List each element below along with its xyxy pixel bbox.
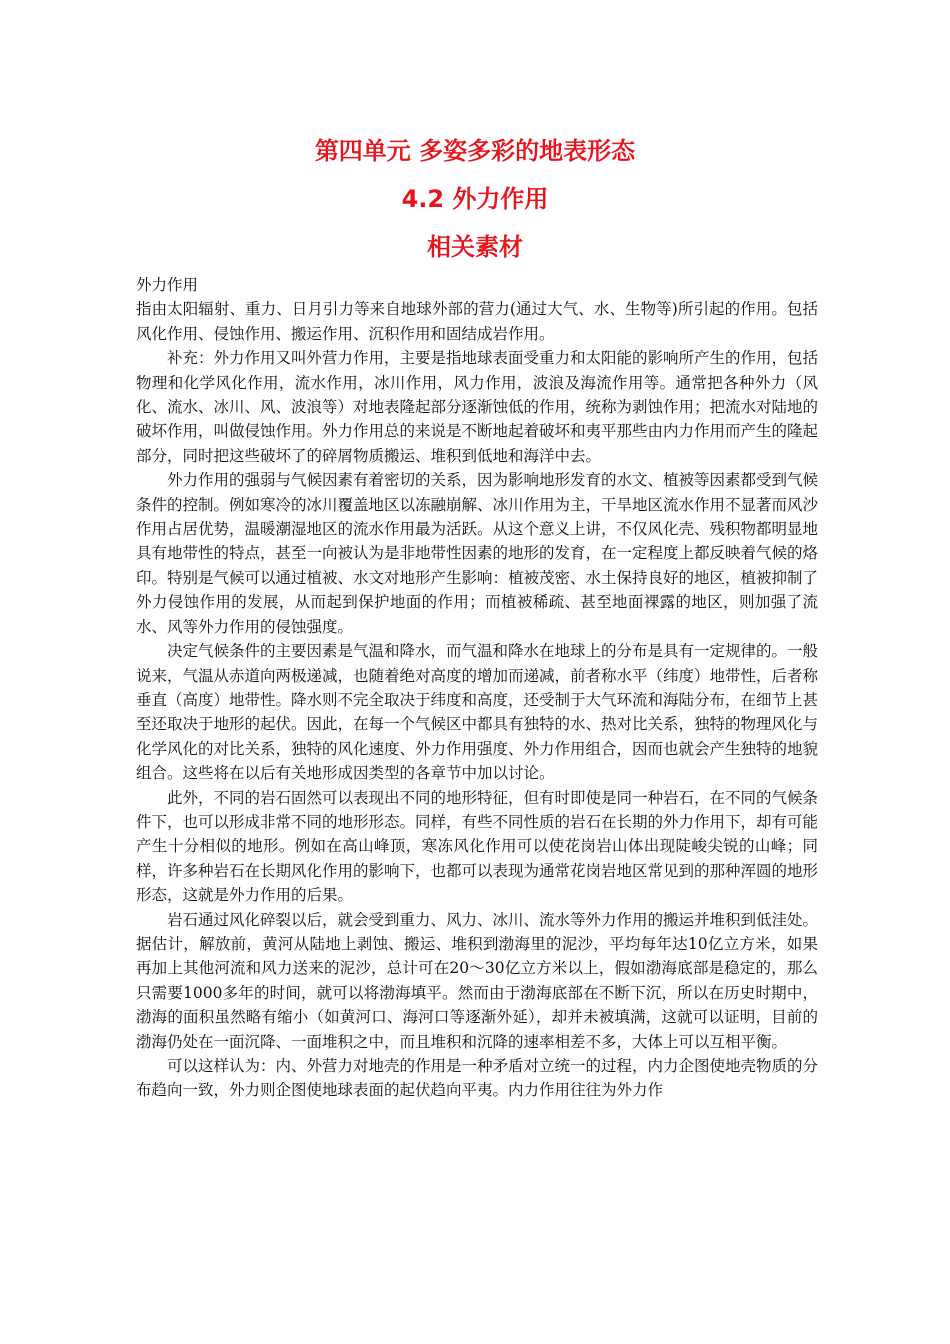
paragraph-rock-landforms: 此外，不同的岩石固然可以表现出不同的地形特征，但有时即使是同一种岩石，在不同的气候条件下，也可以形成非常不同的地形形态。同样，有些不同性质的岩石在长期的外力作用下，却有可能产生十分相似的地形。例如在高山峰顶，寒冻风化作用可以使花岗岩山体出现陡峻尖锐的山峰；同样，许多种岩石在长期风化作用的影响下，也都可以表现为通常花岗岩地区常见到的那种浑圆的地形形态，这就是外力作用的后果。 [136, 788, 819, 905]
document-body [136, 273, 818, 1103]
unit-title: 第四单元 多姿多彩的地表形态 [314, 137, 636, 165]
paragraph-sediment-bohai: 岩石通过风化碎裂以后，就会受到重力、风力、冰川、流水等外力作用的搬运并堆积到低洼处。据估计，解放前，黄河从陆地上剥蚀、搬运、堆积到渤海里的泥沙，平均每年达10亿立方米，如果再加上其他河流和风力送来的泥沙，总计可在20～30亿立方米以上，假如渤海底部是稳定的，那么只需要1000多年的时间，就可以将渤海填平。然而由于渤海底部在不断下沉，所以在历史时期中，渤海的面积虽然略有缩小（如黄河口、海河口等逐渐外延），却并未被填满，这就可以证明，目前的渤海仍处在一面沉降、一面堆积之中，而且堆积和沉降的速率相差不多，大体上可以互相平衡。 [136, 910, 819, 1051]
body-heading: 外力作用 [136, 276, 199, 294]
section-title: 4.2 外力作用 [401, 185, 549, 213]
paragraph-internal-external: 可以这样认为：内、外营力对地壳的作用是一种矛盾对立统一的过程，内力企图使地壳物质的分布趋向一致，外力则企图使地球表面的起伏趋向平夷。内力作用往往为外力作 [136, 1057, 819, 1100]
paragraph-climate: 外力作用的强弱与气候因素有着密切的关系，因为影响地形发育的水文、植被等因素都受到气候条件的控制。例如寒冷的冰川覆盖地区以冻融崩解、冰川作用为主，干旱地区流水作用不显著而风沙作用占居优势，温暖潮湿地区的流水作用最为活跃。从这个意义上讲，不仅风化壳、残积物都明显地具有地带性的特点，甚至一向被认为是非地带性因素的地形的发育，在一定程度上都反映着气候的烙印。特别是气候可以通过植被、水文对地形产生影响：植被茂密、水土保持良好的地区，植被抑制了外力侵蚀作用的发展，从而起到保护地面的作用；而植被稀疏、甚至地面裸露的地区，则加强了流水、风等外力作用的侵蚀强度。 [136, 471, 819, 636]
subtitle: 相关素材 [427, 233, 523, 261]
paragraph-supplement: 补充：外力作用又叫外营力作用，主要是指地球表面受重力和太阳能的影响所产生的作用，包括物理和化学风化作用，流水作用，冰川作用，风力作用，波浪及海流作用等。通常把各种外力（风化、流水、冰川、风、波浪等）对地表隆起部分逐渐蚀低的作用，统称为剥蚀作用；把流水对陆地的破坏作用，叫做侵蚀作用。外力作用总的来说是不断地起着破坏和夷平那些由内力作用而产生的隆起部分，同时把这些破坏了的碎屑物质搬运、堆积到低地和海洋中去。 [136, 349, 819, 465]
paragraph-temperature-precipitation: 决定气候条件的主要因素是气温和降水，而气温和降水在地球上的分布是具有一定规律的。一般说来，气温从赤道向两极递减，也随着绝对高度的增加而递减，前者称水平（纬度）地带性，后者称垂直（高度）地带性。降水则不完全取决于纬度和高度，还受制于大气环流和海陆分布，在细节上甚至还取决于地形的起伏。因此，在每一个气候区中都具有独特的水、热对比关系，独特的物理风化与化学风化的对比关系，独特的风化速度、外力作用强度、外力作用组合，因而也就会产生独特的地貌组合。这些将在以后有关地形成因类型的各章节中加以讨论。 [136, 642, 819, 783]
paragraph-definition: 指由太阳辐射、重力、日月引力等来自地球外部的营力(通过大气、水、生物等)所引起的作用。包括风化作用、侵蚀作用、搬运作用、沉积作用和固结成岩作用。 [136, 300, 818, 343]
